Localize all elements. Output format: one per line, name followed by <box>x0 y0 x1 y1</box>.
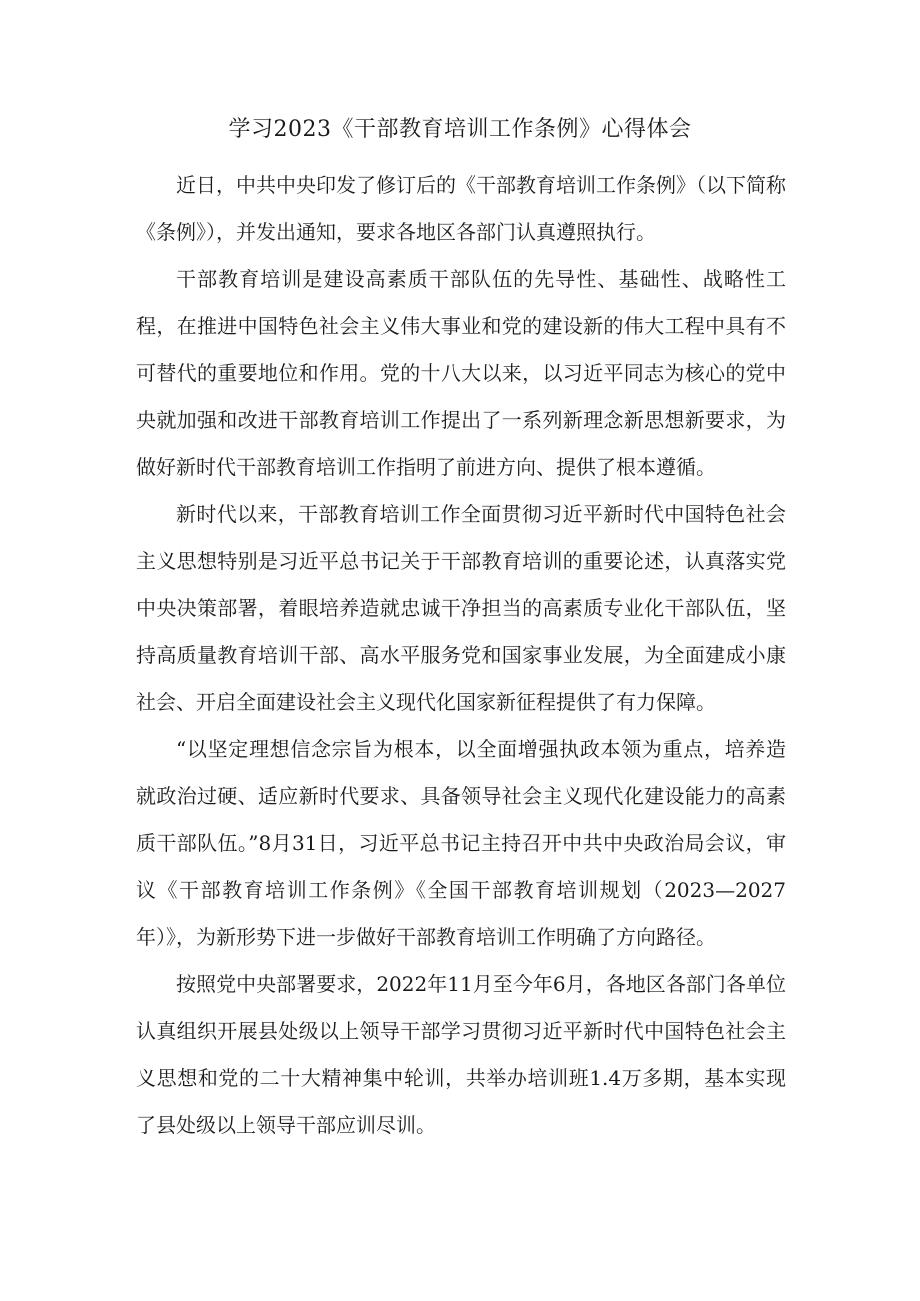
paragraph-new-era: 新时代以来，干部教育培训工作全面贯彻习近平新时代中国特色社会主义思想特别是习近平总书记关于干部教育培训的重要论述，认真落实党中央决策部署，着眼培养造就忠诚干净担当的高素质专业化干部队伍，坚持高质量教育培训干部、高水平服务党和国家事业发展，为全面建成小康社会、开启全面建设社会主义现代化国家新征程提供了有力保障。 <box>136 502 786 714</box>
paragraph-quote: “以坚定理想信念宗旨为根本，以全面增强执政本领为重点，培养造就政治过硬、适应新时代要求、具备领导社会主义现代化建设能力的高素质干部队伍。”8月31日，习近平总书记主持召开中共中央政治局会议，审议《干部教育培训工作条例》《全国干部教育培训规划（2023—2027年）》，为新形势下进一步做好干部教育培训工作明确了方向路径。 <box>136 737 786 949</box>
paragraph-significance: 干部教育培训是建设高素质干部队伍的先导性、基础性、战略性工程，在推进中国特色社会主义伟大事业和党的建设新的伟大工程中具有不可替代的重要地位和作用。党的十八大以来，以习近平同志为核心的党中央就加强和改进干部教育培训工作提出了一系列新理念新思想新要求，为做好新时代干部教育培训工作指明了前进方向、提供了根本遵循。 <box>136 267 786 479</box>
paragraph-training: 按照党中央部署要求，2022年11月至今年6月，各地区各部门各单位认真组织开展县处级以上领导干部学习贯彻习近平新时代中国特色社会主义思想和党的二十大精神集中轮训，共举办培训班1.4万多期，基本实现了县处级以上领导干部应训尽训。 <box>136 972 786 1137</box>
document-title: 学习2023《干部教育培训工作条例》心得体会 <box>228 117 692 142</box>
document-body <box>136 162 786 1149</box>
paragraph-intro: 近日，中共中央印发了修订后的《干部教育培训工作条例》（以下简称《条例》），并发出通知，要求各地区各部门认真遵照执行。 <box>136 173 786 244</box>
